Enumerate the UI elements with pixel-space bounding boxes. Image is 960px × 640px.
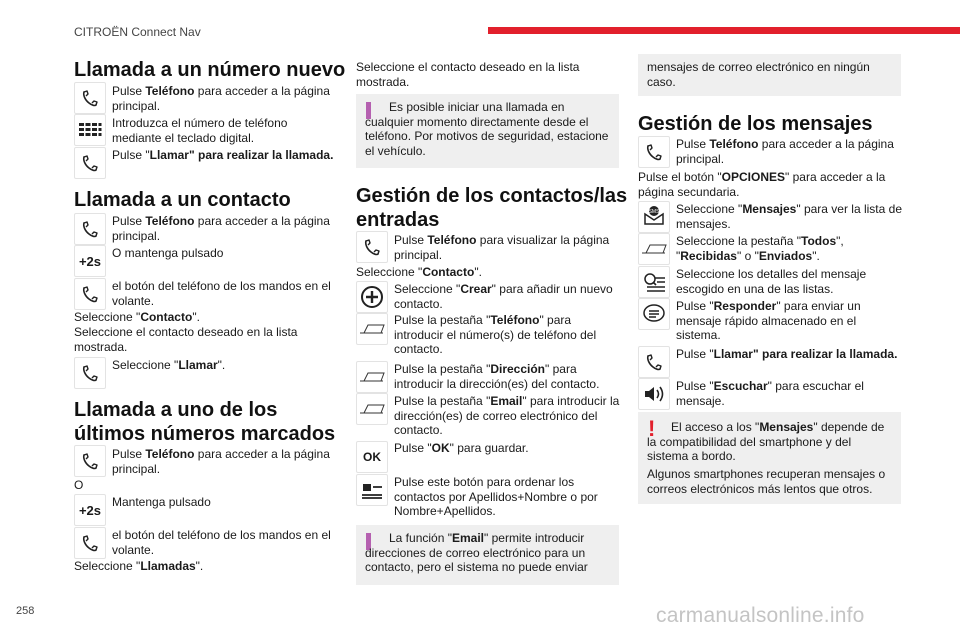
phone-icon (74, 357, 106, 389)
heading-call-contact: Llamada a un contacto (74, 189, 291, 211)
step-text: Pulse Teléfono para acceder a la página principal. (112, 447, 330, 476)
phone-icon (74, 278, 106, 310)
heading-last-numbers-l1: Llamada a uno de los (74, 399, 278, 421)
watermark: carmanualsonline.info (656, 604, 865, 627)
phone-icon (638, 346, 670, 378)
heading-messages: Gestión de los mensajes (638, 113, 873, 135)
step-text: Pulse la pestaña "Dirección" para introducir la dirección(es) del contacto. (394, 362, 600, 391)
step-text: Pulse Teléfono para acceder a la página principal. (112, 214, 330, 243)
add-contact-icon (356, 281, 388, 313)
step-text: Seleccione "Llamar". (112, 358, 226, 372)
step-text: Pulse Teléfono para visualizar la página principal. (394, 233, 610, 262)
info-note-continued: mensajes de correo electrónico en ningún caso. (638, 54, 901, 96)
messages-icon (638, 201, 670, 233)
step-text: Seleccione los detalles del mensaje escogido en una de las listas. (676, 267, 867, 296)
phone-icon (74, 147, 106, 179)
step-text: Pulse Teléfono para acceder a la página principal. (676, 137, 894, 166)
step-text: Introduzca el número de teléfono mediante el teclado digital. (112, 116, 288, 145)
phone-icon (74, 82, 106, 114)
step-text: Seleccione "Mensajes" para ver la lista de mensajes. (676, 202, 902, 231)
step-text: Pulse la pestaña "Teléfono" para introducir el número(s) de teléfono del contacto. (394, 313, 597, 356)
tab-icon (356, 393, 388, 425)
step-text: Pulse "Responder" para enviar un mensaje rápido almacenado en el sistema. (676, 299, 861, 342)
phone-icon (638, 136, 670, 168)
phone-icon (74, 527, 106, 559)
info-note: Es posible iniciar una llamada en cualquier momento directamente desde el teléfono. Por motivos de seguridad, estacione el vehículo. (356, 94, 619, 168)
long-press-2s-icon: +2s (74, 494, 106, 526)
step-text: Pulse Teléfono para acceder a la página principal. (112, 84, 330, 113)
speaker-icon (638, 378, 670, 410)
step-text: Pulse "Llamar" para realizar la llamada. (676, 347, 898, 361)
paragraph: Seleccione "Llamadas". (74, 559, 204, 573)
paragraph: Seleccione "Contacto". (74, 310, 200, 324)
step-text: el botón del teléfono de los mandos en el volante. (112, 528, 331, 557)
paragraph: Seleccione el contacto deseado en la lista mostrada. (74, 325, 298, 354)
step-text: Seleccione la pestaña "Todos", "Recibidas" o "Enviados". (676, 234, 844, 263)
message-details-icon (638, 266, 670, 298)
paragraph: Seleccione "Contacto". (356, 265, 482, 279)
step-text: Pulse "Llamar" para realizar la llamada. (112, 148, 334, 162)
header-accent-bar (488, 27, 960, 34)
paragraph: Pulse el botón "OPCIONES" para acceder a la página secundaria. (638, 170, 886, 199)
step-text: Seleccione "Crear" para añadir un nuevo contacto. (394, 282, 613, 311)
heading-last-numbers-l2: últimos números marcados (74, 423, 336, 445)
tab-icon (356, 313, 388, 345)
reply-message-icon (638, 298, 670, 330)
ok-icon: OK (356, 441, 388, 473)
tab-icon (638, 233, 670, 265)
long-press-2s-icon: +2s (74, 245, 106, 277)
paragraph: Seleccione el contacto deseado en la lista mostrada. (356, 60, 580, 89)
sort-contacts-icon (356, 474, 388, 506)
keypad-icon (74, 114, 106, 146)
header-title: CITROËN Connect Nav (74, 25, 201, 39)
phone-icon (356, 231, 388, 263)
step-text: Mantenga pulsado (112, 495, 211, 509)
info-note: La función "Email" permite introducir direcciones de correo electrónico para un contacto, pero el sistema no puede enviar (356, 525, 619, 585)
step-text: Pulse "OK" para guardar. (394, 441, 529, 455)
page-number: 258 (16, 605, 35, 617)
phone-icon (74, 445, 106, 477)
step-text: el botón del teléfono de los mandos en el volante. (112, 279, 331, 308)
step-text: Pulse este botón para ordenar los contactos por Apellidos+Nombre o por Nombre+Apellidos. (394, 475, 598, 518)
warning-icon: ! (648, 416, 656, 441)
heading-contacts-l1: Gestión de los contactos/las (356, 185, 628, 207)
tab-icon (356, 361, 388, 393)
step-text: Pulse "Escuchar" para escuchar el mensaje. (676, 379, 864, 408)
phone-icon (74, 213, 106, 245)
warning-note: ! El acceso a los "Mensajes" depende de la compatibilidad del smartphone y del sistema a bordo. Algunos smartphones recuperan mensajes o correos electrónicos más lentos que otros. (638, 412, 901, 504)
step-text: Pulse la pestaña "Email" para introducir la dirección(es) de correo electrónico del contacto. (394, 394, 620, 437)
step-text: O mantenga pulsado (112, 246, 224, 260)
heading-new-number: Llamada a un número nuevo (74, 59, 346, 81)
heading-contacts-l2: entradas (356, 209, 440, 231)
paragraph: O (74, 478, 84, 492)
